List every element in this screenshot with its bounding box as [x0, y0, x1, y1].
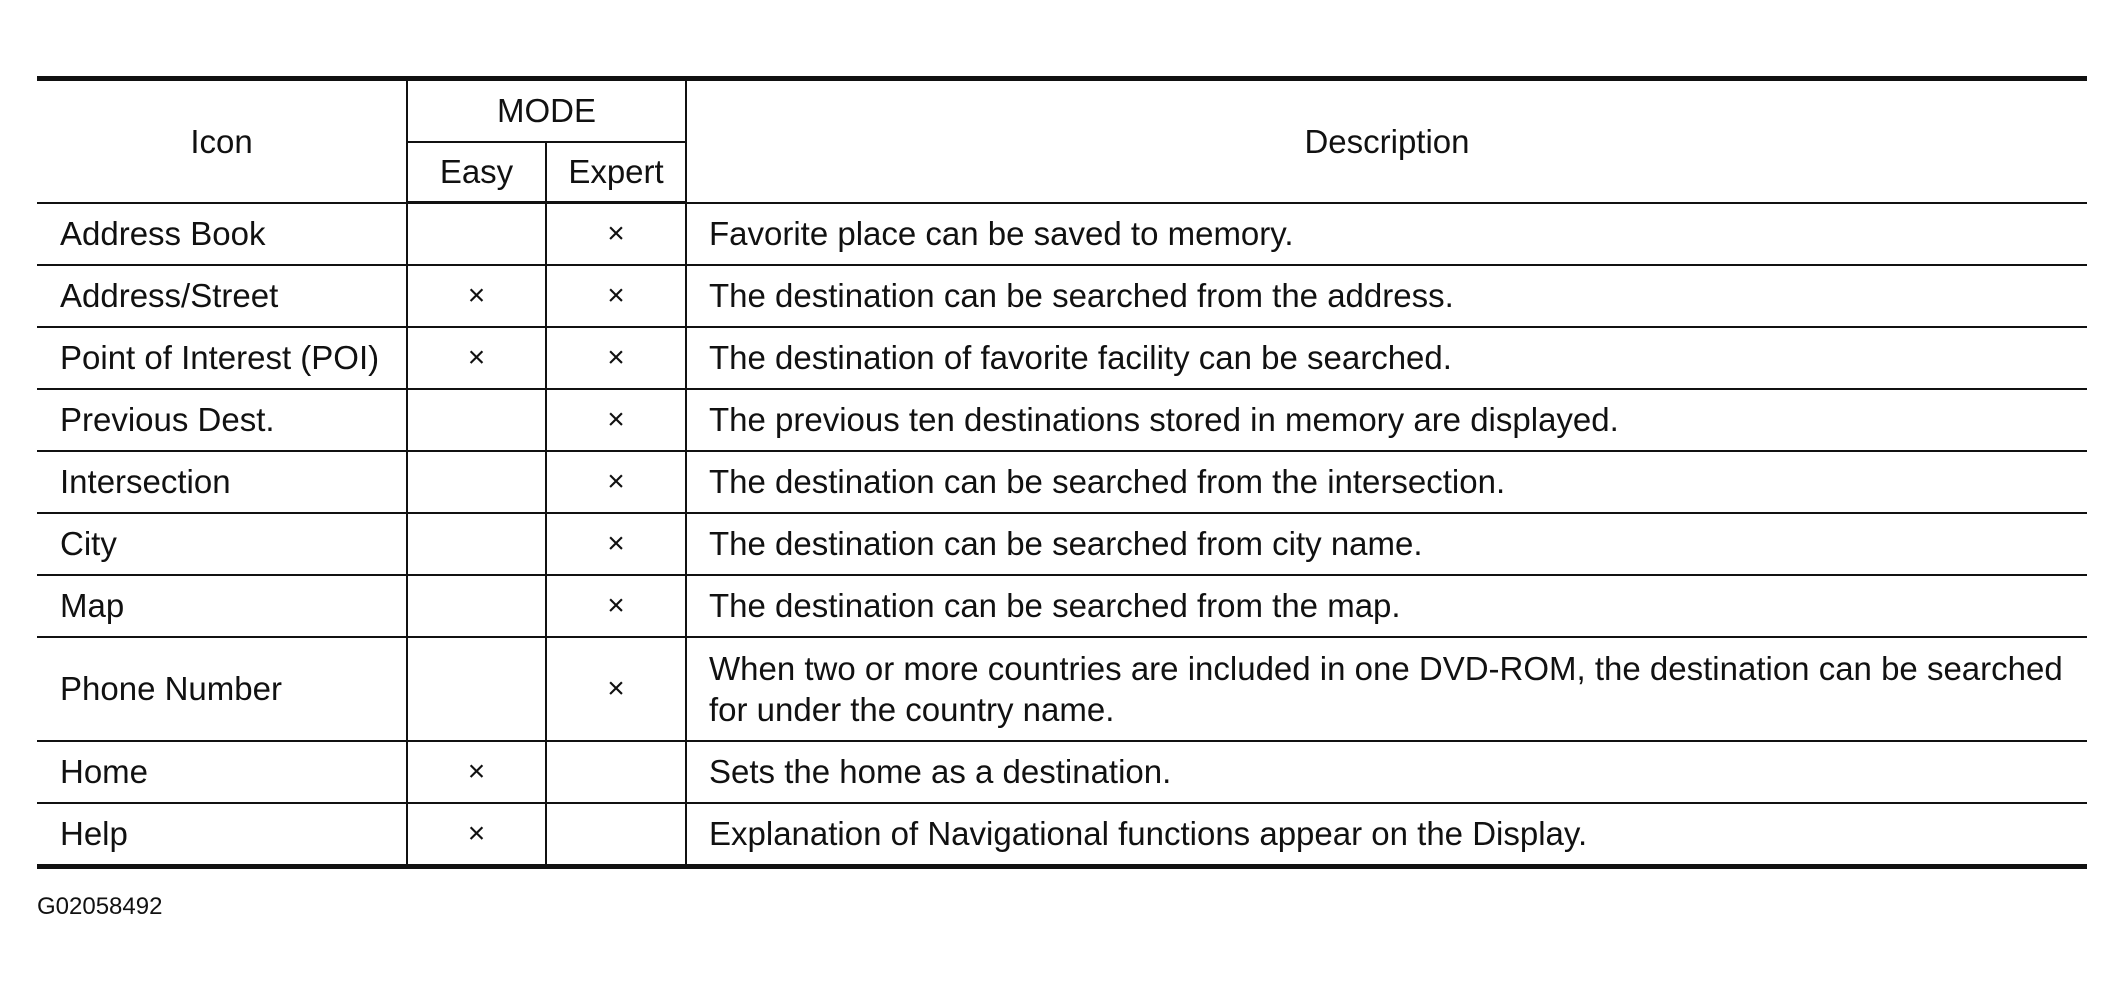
table-row: [37, 265, 2087, 327]
description-cell: The destination can be searched from the map.: [686, 575, 2087, 637]
description-cell: Favorite place can be saved to memory.: [686, 203, 2087, 266]
expert-mark-cell: ×: [546, 513, 686, 575]
header-row: [37, 79, 2087, 143]
table-row: [37, 203, 2087, 266]
easy-mark-cell: [407, 637, 546, 741]
icon-name-cell: Help: [37, 803, 407, 867]
expert-mark-cell: ×: [546, 637, 686, 741]
description-cell: The destination can be searched from the intersection.: [686, 451, 2087, 513]
description-cell: When two or more countries are included in one DVD-ROM, the destination can be searched for under the country name.: [686, 637, 2087, 741]
icon-name-cell: Home: [37, 741, 407, 803]
table-row: [37, 513, 2087, 575]
description-cell: The destination can be searched from city name.: [686, 513, 2087, 575]
description-cell: Sets the home as a destination.: [686, 741, 2087, 803]
expert-mark-cell: ×: [546, 389, 686, 451]
table-row: [37, 637, 2087, 741]
icon-name-cell: Intersection: [37, 451, 407, 513]
expert-mark-cell: ×: [546, 575, 686, 637]
expert-mark-cell: ×: [546, 265, 686, 327]
icon-name-cell: Map: [37, 575, 407, 637]
description-cell: The destination of favorite facility can be searched.: [686, 327, 2087, 389]
table-row: [37, 803, 2087, 867]
header-easy: Easy: [407, 142, 546, 203]
expert-mark-cell: ×: [546, 203, 686, 266]
description-cell: The previous ten destinations stored in memory are displayed.: [686, 389, 2087, 451]
description-cell: Explanation of Navigational functions appear on the Display.: [686, 803, 2087, 867]
easy-mark-cell: [407, 203, 546, 266]
table-row: [37, 575, 2087, 637]
table-row: [37, 741, 2087, 803]
description-cell: The destination can be searched from the address.: [686, 265, 2087, 327]
table-row: [37, 327, 2087, 389]
icon-name-cell: Address Book: [37, 203, 407, 266]
icon-name-cell: City: [37, 513, 407, 575]
expert-mark-cell: ×: [546, 451, 686, 513]
easy-mark-cell: [407, 513, 546, 575]
figure-id: G02058492: [37, 893, 163, 920]
easy-mark-cell: [407, 575, 546, 637]
easy-mark-cell: ×: [407, 265, 546, 327]
icon-name-cell: Previous Dest.: [37, 389, 407, 451]
expert-mark-cell: [546, 741, 686, 803]
easy-mark-cell: [407, 389, 546, 451]
header-icon: Icon: [37, 79, 407, 203]
icon-name-cell: Address/Street: [37, 265, 407, 327]
easy-mark-cell: ×: [407, 327, 546, 389]
expert-mark-cell: [546, 803, 686, 867]
easy-mark-cell: [407, 451, 546, 513]
destination-mode-table: [37, 76, 2087, 869]
table-row: [37, 451, 2087, 513]
header-expert: Expert: [546, 142, 686, 203]
table-row: [37, 389, 2087, 451]
icon-name-cell: Phone Number: [37, 637, 407, 741]
header-description: Description: [686, 79, 2087, 203]
icon-name-cell: Point of Interest (POI): [37, 327, 407, 389]
header-mode: MODE: [407, 79, 686, 143]
easy-mark-cell: ×: [407, 741, 546, 803]
easy-mark-cell: ×: [407, 803, 546, 867]
expert-mark-cell: ×: [546, 327, 686, 389]
